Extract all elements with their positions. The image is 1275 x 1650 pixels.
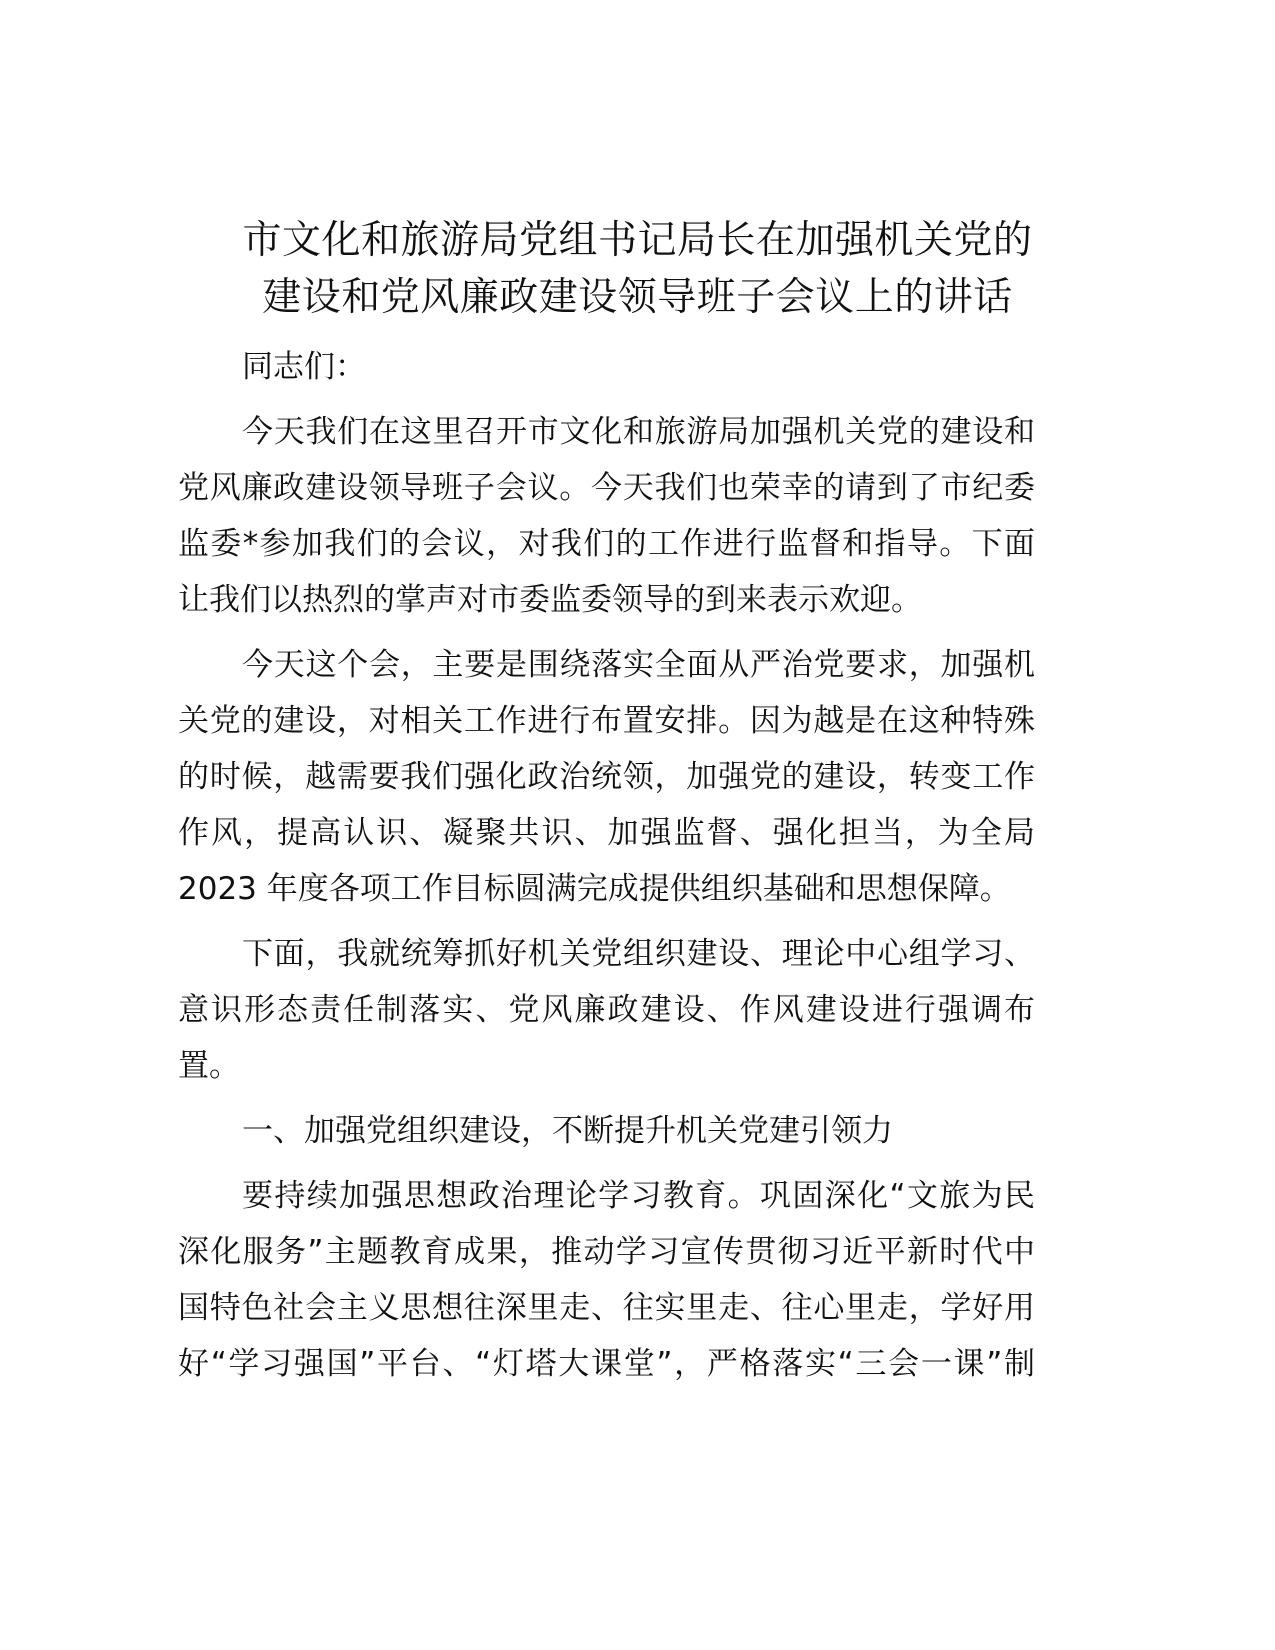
- text-line: 意识形态责任制落实、党风廉政建设、作风建设进行强调布: [178, 992, 1035, 1028]
- text-line: 监委*参加我们的会议，对我们的工作进行监督和指导。下面: [178, 526, 1035, 562]
- section-heading: [178, 1103, 1035, 1159]
- text-line: 置。: [178, 1048, 240, 1084]
- text-line: 关党的建设，对相关工作进行布置安排。因为越是在这种特殊: [178, 703, 1035, 739]
- paragraph: [178, 1168, 1035, 1392]
- salutation: [178, 339, 1035, 395]
- title-line-1: 市文化和旅游局党组书记局长在加强机关党的: [242, 218, 1033, 263]
- text-line: 要持续加强思想政治理论学习教育。巩固深化“文旅为民: [242, 1178, 1035, 1214]
- text-line: 作风，提高认识、凝聚共识、加强监督、强化担当，为全局: [178, 815, 1035, 851]
- document-body: [178, 339, 1035, 1401]
- paragraph: [178, 404, 1035, 628]
- text-line: 同志们：: [242, 349, 366, 385]
- text-line: 国特色社会主义思想往深里走、往实里走、往心里走，学好用: [178, 1290, 1035, 1326]
- paragraph: [178, 637, 1035, 917]
- text-line: 一、加强党组织建设，不断提升机关党建引领力: [242, 1113, 893, 1149]
- text-line: 好“学习强国”平台、“灯塔大课堂”，严格落实“三会一课”制: [178, 1346, 1035, 1382]
- document-title: [0, 212, 1275, 326]
- text-line: 深化服务”主题教育成果，推动学习宣传贯彻习近平新时代中: [178, 1234, 1035, 1270]
- text-line: 今天我们在这里召开市文化和旅游局加强机关党的建设和: [242, 414, 1035, 450]
- title-line-2: 建设和党风廉政建设领导班子会议上的讲话: [262, 275, 1013, 320]
- text-line: 今天这个会，主要是围绕落实全面从严治党要求，加强机: [242, 647, 1035, 683]
- text-line: 党风廉政建设领导班子会议。今天我们也荣幸的请到了市纪委: [178, 470, 1035, 506]
- paragraph: [178, 926, 1035, 1094]
- text-line: 的时候，越需要我们强化政治统领，加强党的建设，转变工作: [178, 759, 1035, 795]
- text-line: 2023 年度各项工作目标圆满完成提供组织基础和思想保障。: [178, 871, 1011, 907]
- text-line: 让我们以热烈的掌声对市委监委领导的到来表示欢迎。: [178, 582, 922, 618]
- text-line: 下面，我就统筹抓好机关党组织建设、理论中心组学习、: [242, 936, 1035, 972]
